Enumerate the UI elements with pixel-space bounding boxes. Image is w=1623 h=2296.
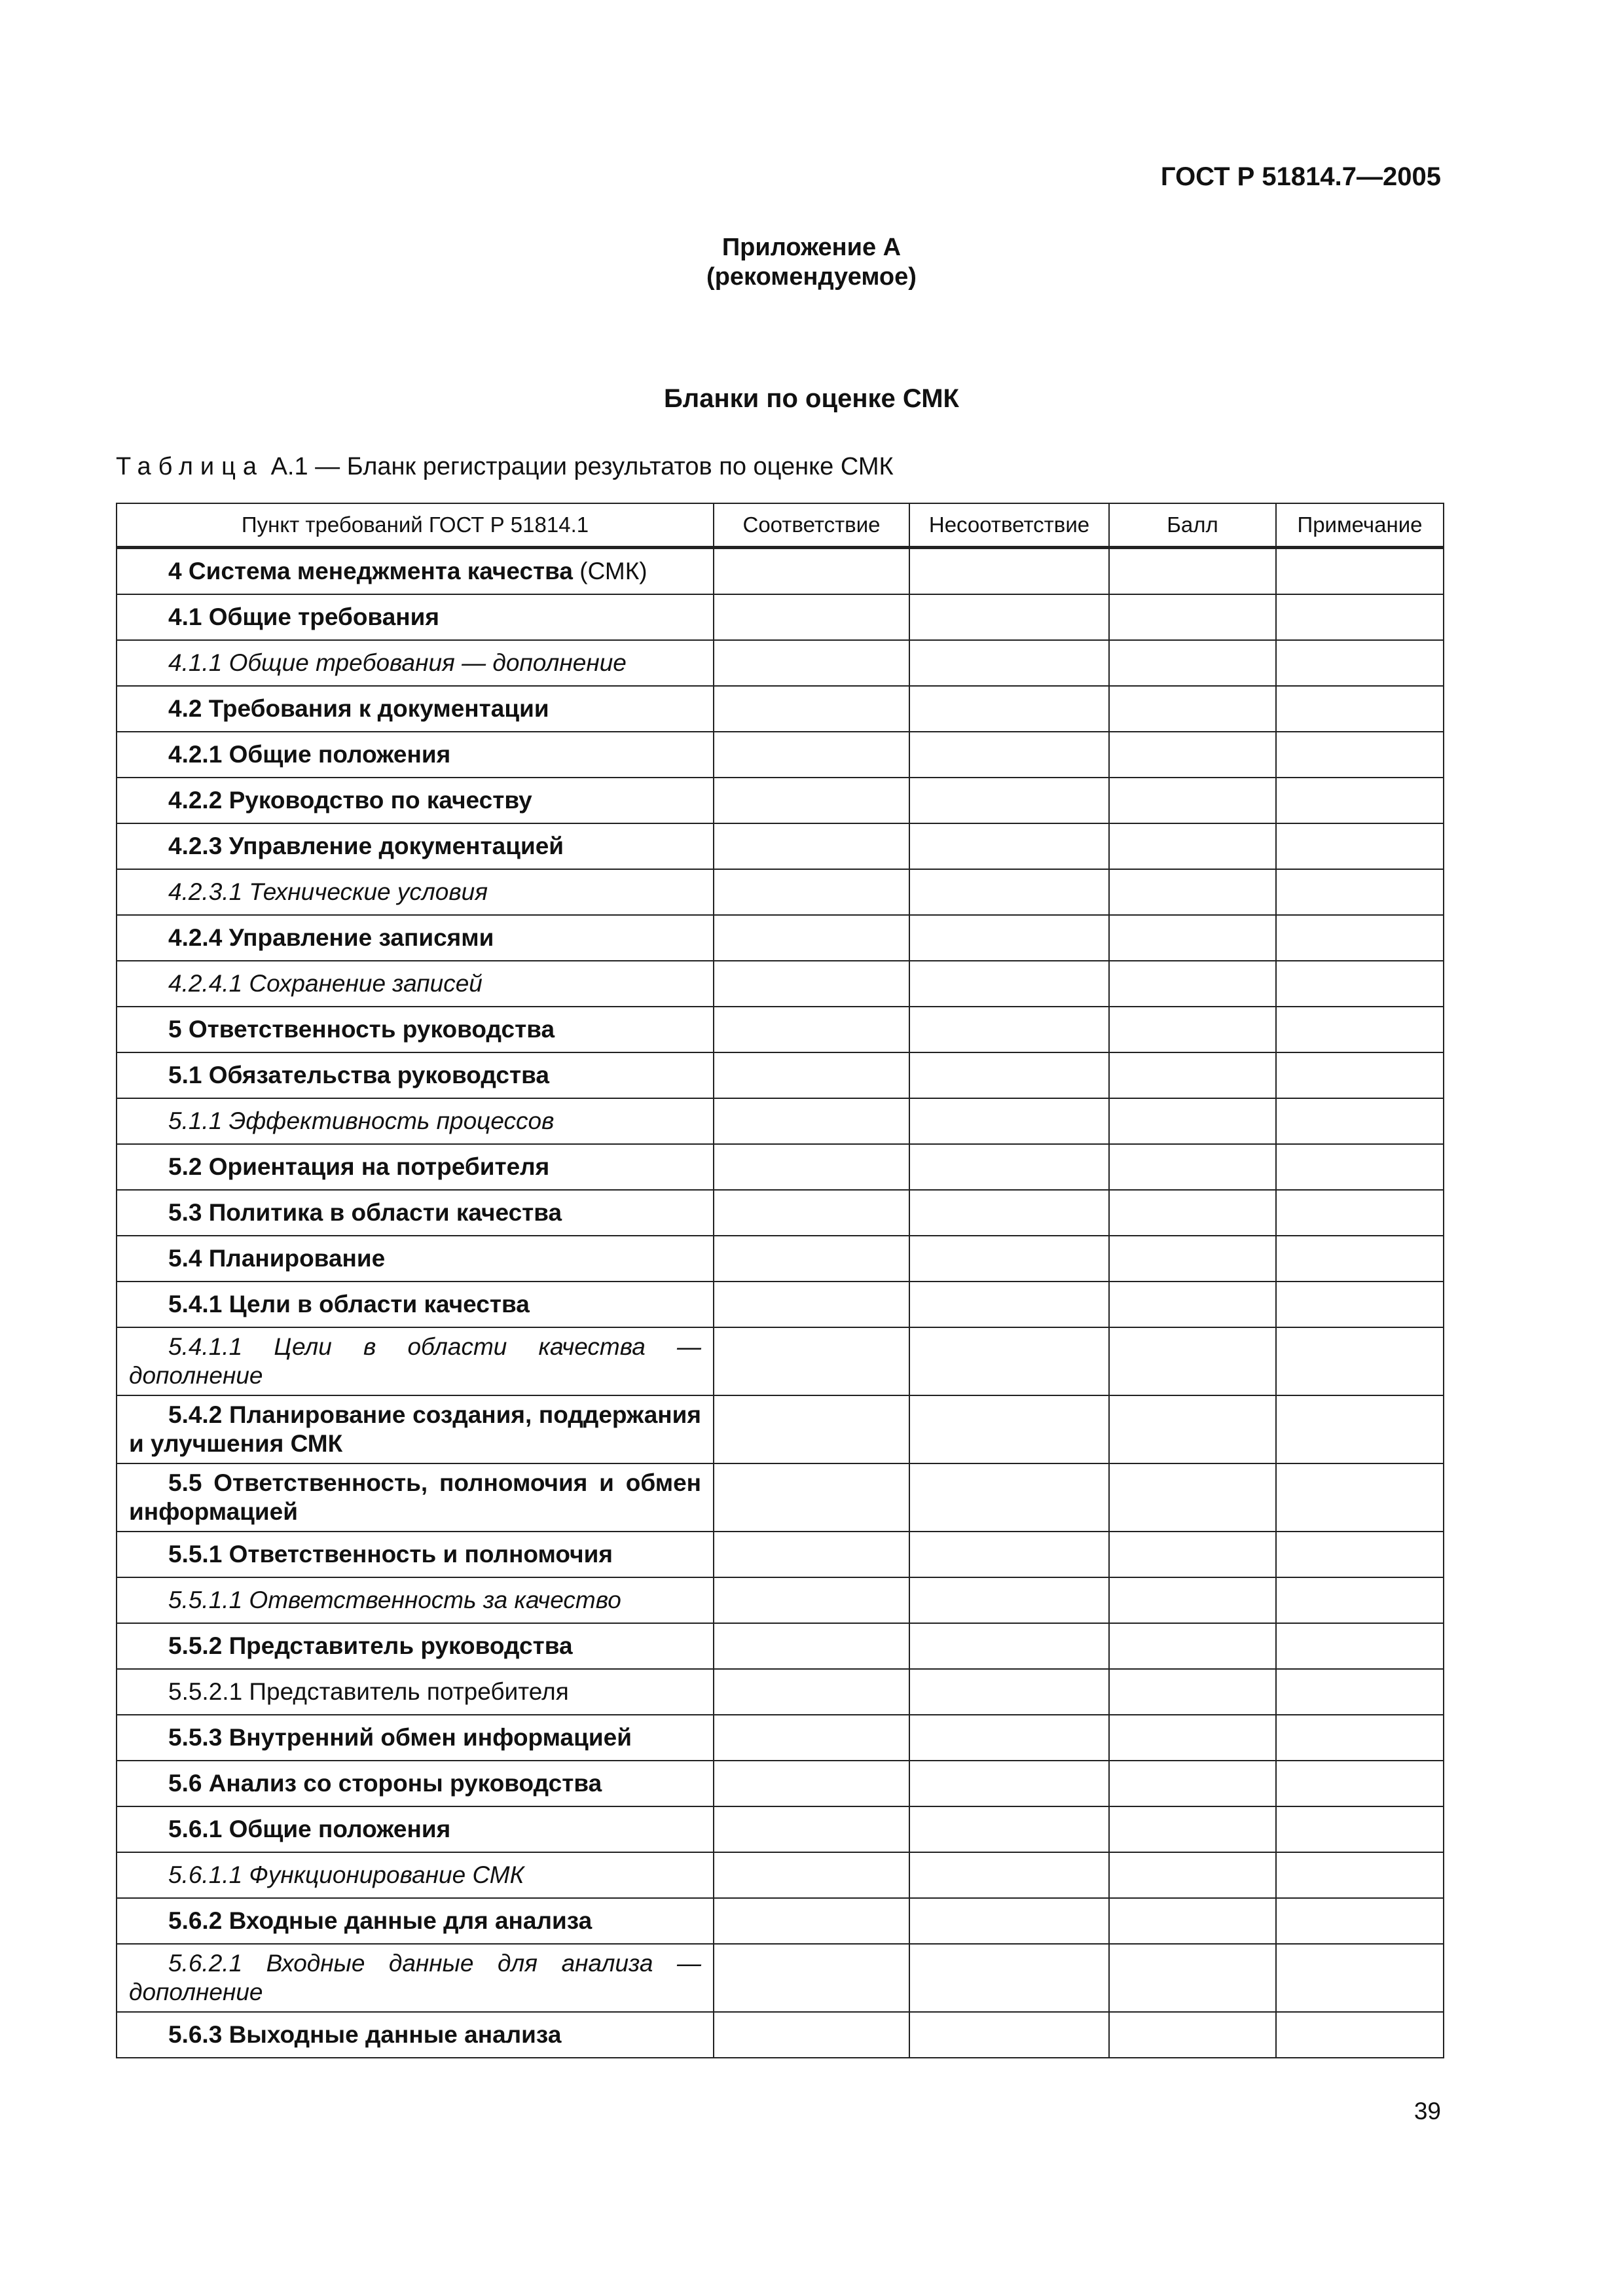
score-cell[interactable] [1109,961,1276,1007]
score-cell[interactable] [1109,1395,1276,1463]
score-cell[interactable] [1109,1715,1276,1761]
nonconformity-cell[interactable] [909,1190,1109,1236]
note-cell[interactable] [1276,1761,1444,1806]
requirement-cell [117,548,714,595]
conformity-cell[interactable] [714,1282,909,1327]
nonconformity-cell[interactable] [909,732,1109,778]
nonconformity-cell[interactable] [909,1052,1109,1098]
requirement-label [129,2020,701,2049]
requirement-label [129,694,701,723]
requirement-label [129,1198,701,1227]
requirement-cell [117,1806,714,1852]
requirement-cell [117,732,714,778]
conformity-cell[interactable] [714,869,909,915]
requirement-label [129,1469,701,1526]
table-row [117,1007,1444,1052]
note-cell[interactable] [1276,1052,1444,1098]
note-cell[interactable] [1276,686,1444,732]
conformity-cell[interactable] [714,961,909,1007]
note-cell[interactable] [1276,732,1444,778]
table-row [117,594,1444,640]
requirement-text: 4.2.3 Управление документацией [168,833,564,859]
requirement-text: 4.2.2 Руководство по качеству [168,787,532,814]
requirement-cell [117,1623,714,1669]
table-row [117,548,1444,595]
requirement-label [129,1586,701,1615]
requirement-text: 5.5.2 Представитель руководства [168,1632,573,1659]
note-cell[interactable] [1276,869,1444,915]
nonconformity-cell[interactable] [909,686,1109,732]
requirement-text: 4 Система менеджмента качества [168,558,573,584]
requirement-label [129,740,701,769]
conformity-cell[interactable] [714,1327,909,1395]
requirement-text: 5.4.1 Цели в области качества [168,1291,530,1318]
nonconformity-cell[interactable] [909,1898,1109,1944]
note-cell[interactable] [1276,548,1444,595]
note-cell[interactable] [1276,1898,1444,1944]
conformity-cell[interactable] [714,1806,909,1852]
nonconformity-cell[interactable] [909,961,1109,1007]
conformity-cell[interactable] [714,1236,909,1282]
table-row [117,1944,1444,2012]
requirement-text: 5.5.1.1 Ответственность за качество [168,1587,621,1613]
conformity-cell[interactable] [714,1577,909,1623]
note-cell[interactable] [1276,1190,1444,1236]
nonconformity-cell[interactable] [909,869,1109,915]
score-cell[interactable] [1109,1007,1276,1052]
table-row [117,1190,1444,1236]
conformity-cell[interactable] [714,1852,909,1898]
requirement-cell [117,1532,714,1577]
nonconformity-cell[interactable] [909,1327,1109,1395]
table-row [117,1098,1444,1144]
requirement-label [129,1949,701,2007]
requirement-text: 5 Ответственность руководства [168,1016,555,1043]
note-cell[interactable] [1276,778,1444,823]
nonconformity-cell[interactable] [909,1944,1109,2012]
table-caption-number: А.1 [270,453,308,480]
requirement-label [129,1723,701,1752]
requirement-cell [117,640,714,686]
requirement-cell [117,961,714,1007]
requirement-cell [117,1852,714,1898]
requirement-cell [117,1007,714,1052]
score-cell[interactable] [1109,1669,1276,1715]
note-cell[interactable] [1276,1395,1444,1463]
table-row [117,1623,1444,1669]
note-cell[interactable] [1276,1007,1444,1052]
nonconformity-cell[interactable] [909,1852,1109,1898]
table-caption-text: — Бланк регистрации результатов по оценке СМК [315,453,894,480]
score-cell[interactable] [1109,1327,1276,1395]
requirement-cell [117,1898,714,1944]
section-title: Бланки по оценке СМК [664,384,959,413]
nonconformity-cell[interactable] [909,1282,1109,1327]
requirement-label [129,1540,701,1569]
conformity-cell[interactable] [714,1463,909,1532]
nonconformity-cell[interactable] [909,1098,1109,1144]
table-row [117,1052,1444,1098]
score-cell[interactable] [1109,1806,1276,1852]
requirement-text: 4.1.1 Общие требования — дополнение [168,649,627,676]
table-row [117,961,1444,1007]
nonconformity-cell[interactable] [909,1532,1109,1577]
nonconformity-cell[interactable] [909,1236,1109,1282]
score-cell[interactable] [1109,1898,1276,1944]
nonconformity-cell[interactable] [909,1715,1109,1761]
nonconformity-cell[interactable] [909,2012,1109,2058]
note-cell[interactable] [1276,2012,1444,2058]
requirement-cell [117,823,714,869]
requirement-text: 5.4.2 Планирование создания, поддержания и улучшения СМК [129,1401,701,1457]
conformity-cell[interactable] [714,1669,909,1715]
conformity-cell[interactable] [714,686,909,732]
requirement-text: 5.1 Обязательства руководства [168,1062,549,1088]
conformity-cell[interactable] [714,1052,909,1098]
requirement-text: 5.5.2.1 Представитель потребителя [168,1678,569,1705]
score-cell[interactable] [1109,2012,1276,2058]
nonconformity-cell[interactable] [909,640,1109,686]
table-row [117,1144,1444,1190]
score-cell[interactable] [1109,594,1276,640]
table-header-row [117,503,1444,548]
conformity-cell[interactable] [714,1532,909,1577]
requirement-label [129,1861,701,1890]
note-cell[interactable] [1276,961,1444,1007]
requirement-cell [117,778,714,823]
appendix-title: Приложение А [721,234,902,261]
column-header-score: Балл [1109,503,1276,548]
requirement-text: 5.3 Политика в области качества [168,1199,562,1226]
requirement-text: 4.2.4 Управление записями [168,924,494,951]
score-cell[interactable] [1109,1190,1276,1236]
appendix-heading [0,233,1623,292]
score-cell[interactable] [1109,686,1276,732]
requirement-label [129,1244,701,1273]
table-row [117,778,1444,823]
column-header-requirement: Пункт требований ГОСТ Р 51814.1 [117,503,714,548]
score-cell[interactable] [1109,1944,1276,2012]
table-caption-label: Таблица [116,453,264,480]
table-row [117,1577,1444,1623]
conformity-cell[interactable] [714,1144,909,1190]
requirement-label [129,832,701,861]
requirement-cell [117,1282,714,1327]
requirement-label [129,1107,701,1136]
requirement-label [129,969,701,998]
conformity-cell[interactable] [714,548,909,595]
column-header-nonconformity: Несоответствие [909,503,1109,548]
requirement-cell [117,915,714,961]
page-number: 39 [1413,2098,1441,2125]
note-cell[interactable] [1276,1852,1444,1898]
conformity-cell[interactable] [714,823,909,869]
nonconformity-cell[interactable] [909,1007,1109,1052]
nonconformity-cell[interactable] [909,1463,1109,1532]
score-cell[interactable] [1109,732,1276,778]
table-row [117,1395,1444,1463]
table-row [117,1806,1444,1852]
requirement-label [129,1632,701,1660]
score-cell[interactable] [1109,1761,1276,1806]
requirement-cell [117,1190,714,1236]
score-cell[interactable] [1109,1577,1276,1623]
score-cell[interactable] [1109,1052,1276,1098]
table-row [117,869,1444,915]
score-cell[interactable] [1109,915,1276,961]
nonconformity-cell[interactable] [909,1577,1109,1623]
table-row [117,823,1444,869]
conformity-cell[interactable] [714,778,909,823]
score-cell[interactable] [1109,1144,1276,1190]
nonconformity-cell[interactable] [909,1395,1109,1463]
note-cell[interactable] [1276,915,1444,961]
note-cell[interactable] [1276,1623,1444,1669]
table-row [117,915,1444,961]
note-cell[interactable] [1276,1144,1444,1190]
requirement-cell [117,1052,714,1098]
table-row [117,1715,1444,1761]
score-cell[interactable] [1109,823,1276,869]
note-cell[interactable] [1276,1669,1444,1715]
requirement-label [129,1061,701,1090]
nonconformity-cell[interactable] [909,548,1109,595]
requirement-cell [117,1577,714,1623]
requirement-text: 5.6 Анализ со стороны руководства [168,1770,602,1797]
requirement-cell [117,1098,714,1144]
requirement-cell [117,686,714,732]
table-row [117,1852,1444,1898]
conformity-cell[interactable] [714,915,909,961]
note-cell[interactable] [1276,1715,1444,1761]
conformity-cell[interactable] [714,594,909,640]
requirement-text: 5.5.1 Ответственность и полномочия [168,1541,613,1568]
requirement-cell [117,1761,714,1806]
requirement-text: 5.4.1.1 Цели в области качества — дополнение [129,1333,701,1389]
requirement-text: 5.6.1 Общие положения [168,1816,451,1842]
requirement-cell [117,1715,714,1761]
table-row [117,1761,1444,1806]
conformity-cell[interactable] [714,2012,909,2058]
requirement-text: 5.6.2 Входные данные для анализа [168,1907,593,1934]
note-cell[interactable] [1276,594,1444,640]
table-row [117,1898,1444,1944]
conformity-cell[interactable] [714,1944,909,2012]
table-row [117,1327,1444,1395]
requirement-text: 5.2 Ориентация на потребителя [168,1153,550,1180]
score-cell[interactable] [1109,1236,1276,1282]
conformity-cell[interactable] [714,1190,909,1236]
requirement-cell [117,1144,714,1190]
score-cell[interactable] [1109,1463,1276,1532]
requirement-label [129,1769,701,1798]
table-row [117,640,1444,686]
requirement-label [129,1290,701,1319]
nonconformity-cell[interactable] [909,1761,1109,1806]
requirement-suffix: (СМК) [573,558,647,584]
note-cell[interactable] [1276,640,1444,686]
requirement-text: 4.1 Общие требования [168,603,439,630]
nonconformity-cell[interactable] [909,823,1109,869]
table-row [117,1532,1444,1577]
appendix-status: (рекомендуемое) [706,263,917,291]
requirement-label [129,924,701,952]
conformity-cell[interactable] [714,1623,909,1669]
requirement-text: 4.2.1 Общие положения [168,741,451,768]
requirement-cell [117,1327,714,1395]
table-row [117,1236,1444,1282]
requirement-text: 4.2.4.1 Сохранение записей [168,970,483,997]
conformity-cell[interactable] [714,1898,909,1944]
requirement-text: 5.4 Планирование [168,1245,386,1272]
table-row [117,2012,1444,2058]
requirement-text: 5.6.1.1 Функционирование СМК [168,1861,524,1888]
requirement-label [129,1153,701,1181]
requirement-label [129,1907,701,1935]
requirement-text: 5.5.3 Внутренний обмен информацией [168,1724,632,1751]
column-header-conformity: Соответствие [714,503,909,548]
note-cell[interactable] [1276,1282,1444,1327]
requirement-cell [117,1944,714,2012]
requirement-label [129,557,701,586]
score-cell[interactable] [1109,1098,1276,1144]
table-caption [116,453,894,481]
requirement-cell [117,1236,714,1282]
score-cell[interactable] [1109,1623,1276,1669]
table-row [117,732,1444,778]
nonconformity-cell[interactable] [909,1623,1109,1669]
table-row [117,686,1444,732]
requirement-label [129,1677,701,1706]
note-cell[interactable] [1276,1944,1444,2012]
table-row [117,1282,1444,1327]
requirement-label [129,786,701,815]
note-cell[interactable] [1276,1236,1444,1282]
score-cell[interactable] [1109,1532,1276,1577]
note-cell[interactable] [1276,1577,1444,1623]
nonconformity-cell[interactable] [909,1806,1109,1852]
nonconformity-cell[interactable] [909,1144,1109,1190]
score-cell[interactable] [1109,1852,1276,1898]
document-code: ГОСТ Р 51814.7—2005 [1160,162,1441,191]
requirement-cell [117,869,714,915]
note-cell[interactable] [1276,1806,1444,1852]
requirement-cell [117,594,714,640]
conformity-cell[interactable] [714,1007,909,1052]
requirement-text: 5.6.3 Выходные данные анализа [168,2021,562,2048]
requirement-cell [117,1463,714,1532]
nonconformity-cell[interactable] [909,1669,1109,1715]
table-row [117,1669,1444,1715]
requirement-text: 5.1.1 Эффективность процессов [168,1107,555,1134]
score-cell[interactable] [1109,640,1276,686]
table-row [117,1463,1444,1532]
nonconformity-cell[interactable] [909,594,1109,640]
conformity-cell[interactable] [714,732,909,778]
score-cell[interactable] [1109,869,1276,915]
requirement-label [129,1401,701,1458]
requirement-label [129,878,701,906]
conformity-cell[interactable] [714,1715,909,1761]
requirement-cell [117,2012,714,2058]
requirement-text: 5.5 Ответственность, полномочия и обмен информацией [129,1469,701,1525]
table-body [117,548,1444,2058]
requirement-text: 5.6.2.1 Входные данные для анализа — дополнение [129,1950,701,2005]
note-cell[interactable] [1276,823,1444,869]
note-cell[interactable] [1276,1327,1444,1395]
note-cell[interactable] [1276,1532,1444,1577]
nonconformity-cell[interactable] [909,915,1109,961]
conformity-cell[interactable] [714,1395,909,1463]
conformity-cell[interactable] [714,640,909,686]
requirement-label [129,649,701,677]
score-cell[interactable] [1109,778,1276,823]
requirement-text: 4.2 Требования к документации [168,695,549,722]
nonconformity-cell[interactable] [909,778,1109,823]
assessment-form-table [116,503,1444,2058]
requirement-cell [117,1669,714,1715]
conformity-cell[interactable] [714,1098,909,1144]
note-cell[interactable] [1276,1098,1444,1144]
score-cell[interactable] [1109,548,1276,595]
requirement-text: 4.2.3.1 Технические условия [168,878,488,905]
column-header-note: Примечание [1276,503,1444,548]
note-cell[interactable] [1276,1463,1444,1532]
requirement-label [129,603,701,632]
conformity-cell[interactable] [714,1761,909,1806]
score-cell[interactable] [1109,1282,1276,1327]
requirement-cell [117,1395,714,1463]
requirement-label [129,1333,701,1390]
requirement-label [129,1015,701,1044]
requirement-label [129,1815,701,1844]
